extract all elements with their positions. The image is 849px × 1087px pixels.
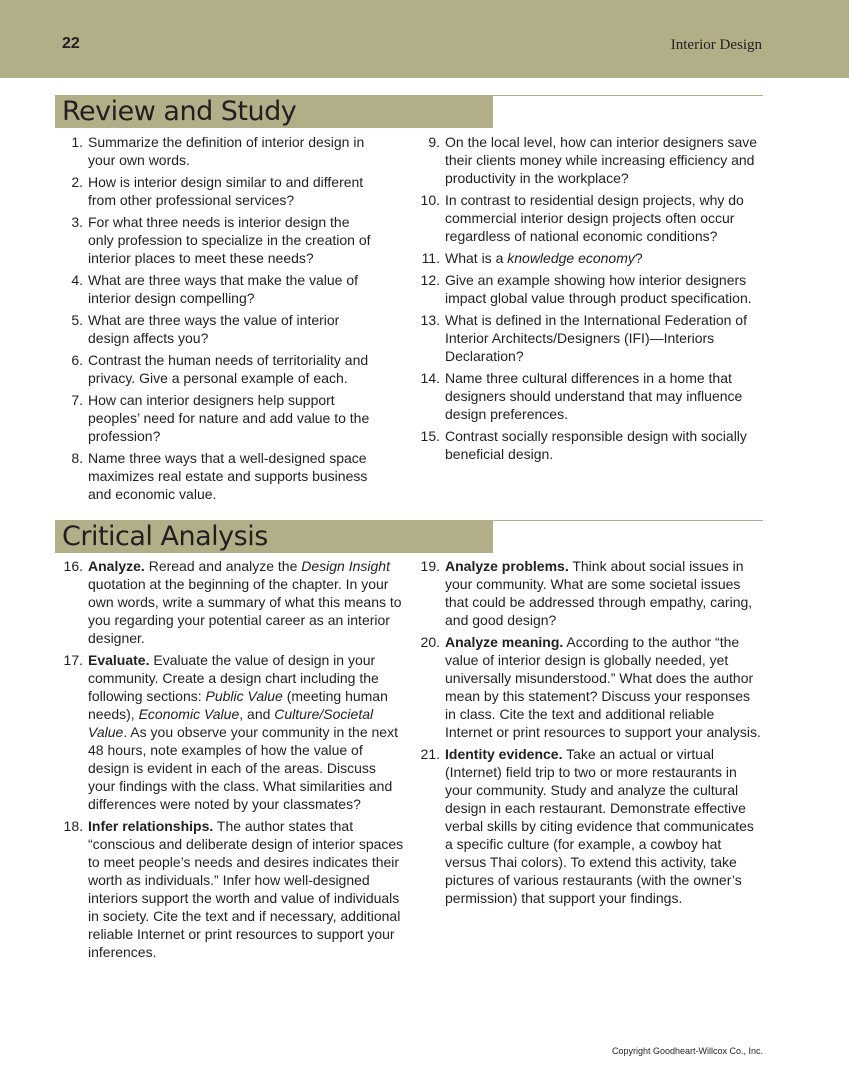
question-item (412, 191, 764, 245)
page-number: 22 (62, 35, 80, 52)
question-item (55, 173, 375, 209)
question-text: What are three ways that make the value of interior design compelling? (88, 272, 359, 306)
question-text: Economic Value (138, 706, 240, 722)
question-text: Reread and analyze the (144, 558, 302, 574)
question-item (412, 427, 764, 463)
question-text: knowledge economy (507, 250, 635, 266)
question-item (412, 745, 764, 907)
question-text: Evaluate the value of design in your community. Create a design chart including the following sections: (88, 652, 379, 704)
question-item (55, 271, 375, 307)
question-text: Design Insight (301, 558, 390, 574)
question-text: Take an actual or virtual (Internet) field trip to two or more restaurants in your community. Study and analyze the cultural design in each restaurant. Demonstrate effective verbal skills by citing evidence that communicates a specific culture (for example, a cowboy hat versus Thai colors). To extend this activity, take pictures of various restaurants (with the owner’s permission) that support your findings. (445, 746, 754, 906)
question-text: Give an example showing how interior designers impact global value through product specification. (445, 272, 752, 306)
question-lead: Analyze. (88, 558, 145, 574)
critical-left-column (55, 557, 407, 965)
question-item (55, 557, 407, 647)
question-number: 8. (71, 450, 83, 466)
question-text: Name three ways that a well-designed space maximizes real estate and supports business and economic value. (88, 450, 368, 502)
question-number: 16. (63, 558, 83, 574)
question-number: 10. (420, 192, 440, 208)
review-left-column (55, 133, 375, 507)
question-item (55, 133, 375, 169)
question-number: 4. (71, 272, 83, 288)
question-text: Summarize the definition of interior design in your own words. (88, 134, 365, 168)
question-lead: Analyze meaning. (445, 634, 564, 650)
section-heading: Critical Analysis (55, 520, 493, 553)
critical-right-column (412, 557, 764, 911)
page-header-band (0, 0, 849, 78)
question-item (412, 557, 764, 629)
question-number: 18. (63, 818, 83, 834)
section-heading: Review and Study (55, 95, 493, 128)
question-number: 21. (420, 746, 440, 762)
question-text: Contrast the human needs of territoriality and privacy. Give a personal example of each. (88, 352, 369, 386)
question-number: 19. (420, 558, 440, 574)
question-text: The author states that “conscious and deliberate design of interior spaces to meet people’s needs and desires indicates their worth as individuals.” Infer how well-designed interiors support the worth and value of individuals in society. Cite the text and if necessary, additional reliable Internet or print resources to support your inferences. (88, 818, 404, 960)
question-number: 14. (420, 370, 440, 386)
question-text: . As you observe your community in the next 48 hours, note examples of how the value of design is evident in each of the areas. Discuss your findings with the class. What similarities and differences were noted by your classmates? (88, 724, 398, 812)
question-lead: Infer relationships. (88, 818, 214, 834)
question-number: 13. (420, 312, 440, 328)
question-item (412, 271, 764, 307)
question-item (55, 213, 375, 267)
question-number: 1. (71, 134, 83, 150)
question-number: 5. (71, 312, 83, 328)
question-item (412, 249, 764, 267)
question-item (412, 633, 764, 741)
question-number: 6. (71, 352, 83, 368)
question-text: (meeting human needs), (88, 688, 388, 722)
question-lead: Analyze problems. (445, 558, 569, 574)
question-text: On the local level, how can interior designers save their clients money while increasing efficiency and productivity in the workplace? (445, 134, 758, 186)
question-item (55, 311, 375, 347)
question-text: How is interior design similar to and different from other professional services? (88, 174, 364, 208)
question-item (412, 311, 764, 365)
question-text: , and (239, 706, 275, 722)
question-item (412, 369, 764, 423)
question-text: Name three cultural differences in a home that designers should understand that may influence design preferences. (445, 370, 743, 422)
question-lead: Identity evidence. (445, 746, 563, 762)
question-text: Contrast socially responsible design with socially beneficial design. (445, 428, 747, 462)
question-lead: Evaluate. (88, 652, 150, 668)
question-text: Think about social issues in your community. What are some societal issues that could be addressed through empathy, caring, and good design? (445, 558, 753, 628)
question-item (55, 817, 407, 961)
question-number: 9. (428, 134, 440, 150)
question-number: 7. (71, 392, 83, 408)
question-item (55, 391, 375, 445)
question-text: quotation at the beginning of the chapter. In your own words, write a summary of what this means to you regarding your potential career as an interior designer. (88, 576, 402, 646)
question-number: 15. (420, 428, 440, 444)
question-number: 17. (63, 652, 83, 668)
question-number: 2. (71, 174, 83, 190)
question-text: For what three needs is interior design the only profession to specialize in the creation of interior places to meet these needs? (88, 214, 371, 266)
question-text: Public Value (205, 688, 283, 704)
question-text: ? (634, 250, 643, 266)
book-title: Interior Design (670, 37, 762, 53)
question-text: In contrast to residential design projects, why do commercial interior design projects often occur regardless of national economic conditions? (445, 192, 744, 244)
question-text: What is defined in the International Federation of Interior Architects/Designers (IFI)—Interiors Declaration? (445, 312, 747, 364)
question-number: 3. (71, 214, 83, 230)
question-text: What are three ways the value of interior design affects you? (88, 312, 340, 346)
question-item (55, 449, 375, 503)
question-number: 12. (420, 272, 440, 288)
review-right-column (412, 133, 764, 467)
question-item (412, 133, 764, 187)
question-item (55, 651, 407, 813)
question-item (55, 351, 375, 387)
question-text: What is a (445, 250, 508, 266)
question-text: How can interior designers help support peoples’ need for nature and add value to the profession? (88, 392, 370, 444)
question-text: According to the author “the value of interior design is globally needed, yet universally misunderstood.” What does the author mean by this statement? Discuss your responses in class. Cite the text and additional reliable Internet or print resources to support your analysis. (445, 634, 761, 740)
question-number: 20. (420, 634, 440, 650)
question-number: 11. (421, 250, 440, 266)
copyright: Copyright Goodheart-Willcox Co., Inc. (611, 1046, 763, 1056)
question-text: Culture/Societal Value (88, 706, 374, 740)
